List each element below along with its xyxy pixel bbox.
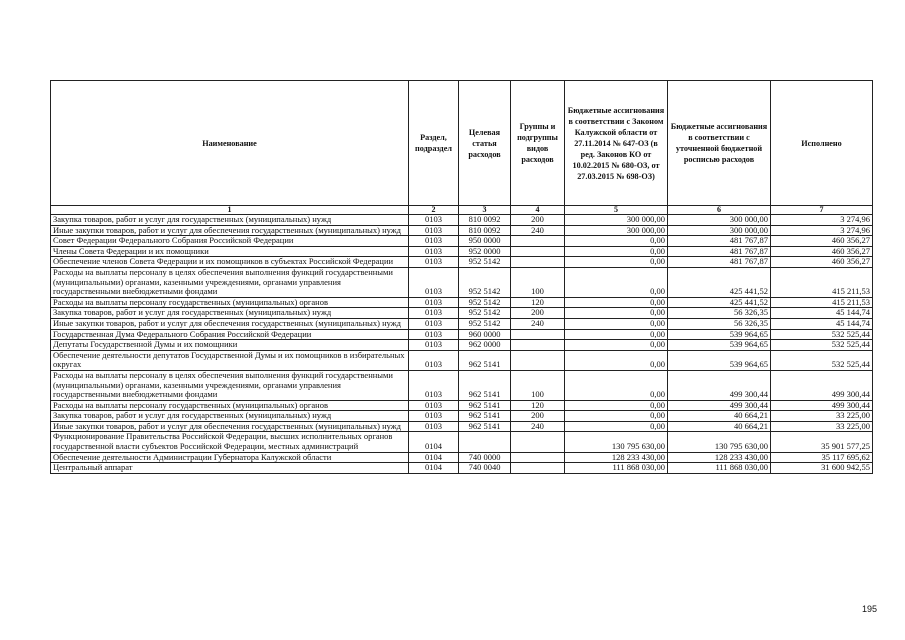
header-refined: Бюджетные ассигнования в соответствии с уточненной бюджетной росписью расходов bbox=[668, 81, 771, 206]
row-name: Расходы на выплаты персоналу государственных (муниципальных) органов bbox=[51, 297, 409, 308]
row-target: 962 5141 bbox=[459, 370, 511, 400]
row-law-amount: 0,00 bbox=[565, 370, 668, 400]
row-law-amount: 300 000,00 bbox=[565, 225, 668, 236]
header-row bbox=[51, 81, 873, 206]
table-row bbox=[51, 411, 873, 422]
row-section: 0103 bbox=[409, 236, 459, 247]
row-group: 240 bbox=[511, 421, 565, 432]
row-executed-amount: 45 144,74 bbox=[771, 308, 873, 319]
row-refined-amount: 40 664,21 bbox=[668, 421, 771, 432]
row-refined-amount: 56 326,35 bbox=[668, 318, 771, 329]
row-name: Расходы на выплаты персоналу государственных (муниципальных) органов bbox=[51, 400, 409, 411]
row-executed-amount: 499 300,44 bbox=[771, 400, 873, 411]
row-section: 0103 bbox=[409, 411, 459, 422]
row-section: 0103 bbox=[409, 246, 459, 257]
row-section: 0103 bbox=[409, 370, 459, 400]
row-section: 0103 bbox=[409, 329, 459, 340]
row-group: 120 bbox=[511, 297, 565, 308]
row-law-amount: 0,00 bbox=[565, 236, 668, 247]
table-row bbox=[51, 246, 873, 257]
column-number: 7 bbox=[771, 206, 873, 215]
header-group: Группы и подгруппы видов расходов bbox=[511, 81, 565, 206]
row-executed-amount: 532 525,44 bbox=[771, 350, 873, 370]
row-group bbox=[511, 432, 565, 452]
row-name: Закупка товаров, работ и услуг для государственных (муниципальных) нужд bbox=[51, 411, 409, 422]
row-executed-amount: 35 901 577,25 bbox=[771, 432, 873, 452]
row-target: 962 5141 bbox=[459, 350, 511, 370]
table-row bbox=[51, 236, 873, 247]
row-target: 952 5142 bbox=[459, 267, 511, 297]
row-target: 952 0000 bbox=[459, 246, 511, 257]
row-section: 0103 bbox=[409, 421, 459, 432]
row-group bbox=[511, 246, 565, 257]
table-row bbox=[51, 318, 873, 329]
row-section: 0103 bbox=[409, 400, 459, 411]
row-name: Расходы на выплаты персоналу в целях обеспечения выполнения функций государственными (муниципальными) органами, казенными учреждениями, органами управления государственными внебюджетными фондами bbox=[51, 370, 409, 400]
row-section: 0103 bbox=[409, 215, 459, 226]
row-group: 200 bbox=[511, 411, 565, 422]
row-law-amount: 128 233 430,00 bbox=[565, 452, 668, 463]
row-refined-amount: 40 664,21 bbox=[668, 411, 771, 422]
row-executed-amount: 532 525,44 bbox=[771, 329, 873, 340]
row-law-amount: 0,00 bbox=[565, 257, 668, 268]
row-section: 0104 bbox=[409, 432, 459, 452]
row-law-amount: 0,00 bbox=[565, 318, 668, 329]
header-section: Раздел, подраздел bbox=[409, 81, 459, 206]
row-law-amount: 0,00 bbox=[565, 329, 668, 340]
row-refined-amount: 499 300,44 bbox=[668, 400, 771, 411]
row-name: Закупка товаров, работ и услуг для государственных (муниципальных) нужд bbox=[51, 215, 409, 226]
row-law-amount: 111 868 030,00 bbox=[565, 463, 668, 474]
row-group bbox=[511, 257, 565, 268]
row-target: 962 5141 bbox=[459, 421, 511, 432]
column-number: 5 bbox=[565, 206, 668, 215]
row-refined-amount: 425 441,52 bbox=[668, 267, 771, 297]
row-name: Закупка товаров, работ и услуг для государственных (муниципальных) нужд bbox=[51, 308, 409, 319]
row-executed-amount: 35 117 695,62 bbox=[771, 452, 873, 463]
row-executed-amount: 33 225,00 bbox=[771, 421, 873, 432]
row-name: Иные закупки товаров, работ и услуг для обеспечения государственных (муниципальных) нужд bbox=[51, 225, 409, 236]
table-row bbox=[51, 308, 873, 319]
row-target: 952 5142 bbox=[459, 318, 511, 329]
row-section: 0103 bbox=[409, 350, 459, 370]
budget-table bbox=[50, 80, 873, 474]
row-group: 200 bbox=[511, 308, 565, 319]
row-group: 120 bbox=[511, 400, 565, 411]
row-group bbox=[511, 452, 565, 463]
row-section: 0103 bbox=[409, 297, 459, 308]
row-name: Функционирование Правительства Российской Федерации, высших исполнительных органов государственной власти субъектов Российской Федерации, местных администраций bbox=[51, 432, 409, 452]
row-section: 0103 bbox=[409, 257, 459, 268]
row-target bbox=[459, 432, 511, 452]
row-name: Обеспечение деятельности депутатов Государственной Думы и их помощников в избирательных округах bbox=[51, 350, 409, 370]
table-row bbox=[51, 215, 873, 226]
row-target: 950 0000 bbox=[459, 236, 511, 247]
row-section: 0103 bbox=[409, 340, 459, 351]
header-law: Бюджетные ассигнования в соответствии с Законом Калужской области от 27.11.2014 № 647-ОЗ (в ред. Законов КО от 10.02.2015 № 680-ОЗ, от 27.03.2015 № 698-ОЗ) bbox=[565, 81, 668, 206]
row-law-amount: 0,00 bbox=[565, 308, 668, 319]
table-row bbox=[51, 257, 873, 268]
row-name: Иные закупки товаров, работ и услуг для обеспечения государственных (муниципальных) нужд bbox=[51, 421, 409, 432]
table-row bbox=[51, 340, 873, 351]
row-refined-amount: 539 964,65 bbox=[668, 329, 771, 340]
page-number: 195 bbox=[862, 604, 878, 614]
row-law-amount: 0,00 bbox=[565, 246, 668, 257]
row-group: 240 bbox=[511, 318, 565, 329]
table-row bbox=[51, 225, 873, 236]
table-row bbox=[51, 452, 873, 463]
table-row bbox=[51, 267, 873, 297]
row-name: Совет Федерации Федерального Собрания Российской Федерации bbox=[51, 236, 409, 247]
row-target: 962 5141 bbox=[459, 400, 511, 411]
row-law-amount: 0,00 bbox=[565, 267, 668, 297]
row-law-amount: 0,00 bbox=[565, 421, 668, 432]
row-executed-amount: 460 356,27 bbox=[771, 246, 873, 257]
row-refined-amount: 539 964,65 bbox=[668, 340, 771, 351]
row-executed-amount: 499 300,44 bbox=[771, 370, 873, 400]
row-executed-amount: 415 211,53 bbox=[771, 297, 873, 308]
row-group bbox=[511, 350, 565, 370]
row-section: 0103 bbox=[409, 318, 459, 329]
table-row bbox=[51, 350, 873, 370]
row-executed-amount: 33 225,00 bbox=[771, 411, 873, 422]
row-refined-amount: 130 795 630,00 bbox=[668, 432, 771, 452]
row-group: 240 bbox=[511, 225, 565, 236]
column-number: 1 bbox=[51, 206, 409, 215]
column-number: 4 bbox=[511, 206, 565, 215]
row-executed-amount: 3 274,96 bbox=[771, 215, 873, 226]
table-row bbox=[51, 463, 873, 474]
row-refined-amount: 56 326,35 bbox=[668, 308, 771, 319]
table-body bbox=[51, 215, 873, 474]
row-refined-amount: 481 767,87 bbox=[668, 246, 771, 257]
row-group bbox=[511, 340, 565, 351]
table-row bbox=[51, 400, 873, 411]
row-target: 952 5142 bbox=[459, 297, 511, 308]
row-executed-amount: 460 356,27 bbox=[771, 257, 873, 268]
row-name: Государственная Дума Федерального Собрания Российской Федерации bbox=[51, 329, 409, 340]
row-target: 952 5142 bbox=[459, 257, 511, 268]
row-name: Депутаты Государственной Думы и их помощники bbox=[51, 340, 409, 351]
row-name: Обеспечение деятельности Администрации Губернатора Калужской области bbox=[51, 452, 409, 463]
row-executed-amount: 31 600 942,55 bbox=[771, 463, 873, 474]
row-executed-amount: 3 274,96 bbox=[771, 225, 873, 236]
row-group: 100 bbox=[511, 267, 565, 297]
row-law-amount: 0,00 bbox=[565, 411, 668, 422]
row-group: 100 bbox=[511, 370, 565, 400]
row-section: 0103 bbox=[409, 267, 459, 297]
header-target: Целевая статья расходов bbox=[459, 81, 511, 206]
row-target: 810 0092 bbox=[459, 225, 511, 236]
table-row bbox=[51, 432, 873, 452]
column-number: 3 bbox=[459, 206, 511, 215]
row-target: 962 0000 bbox=[459, 340, 511, 351]
row-executed-amount: 415 211,53 bbox=[771, 267, 873, 297]
row-section: 0103 bbox=[409, 308, 459, 319]
row-refined-amount: 425 441,52 bbox=[668, 297, 771, 308]
row-section: 0103 bbox=[409, 225, 459, 236]
row-target: 952 5142 bbox=[459, 308, 511, 319]
row-refined-amount: 481 767,87 bbox=[668, 236, 771, 247]
row-group bbox=[511, 329, 565, 340]
row-law-amount: 0,00 bbox=[565, 297, 668, 308]
row-section: 0104 bbox=[409, 463, 459, 474]
row-name: Иные закупки товаров, работ и услуг для обеспечения государственных (муниципальных) нужд bbox=[51, 318, 409, 329]
row-refined-amount: 481 767,87 bbox=[668, 257, 771, 268]
row-group bbox=[511, 236, 565, 247]
row-target: 740 0040 bbox=[459, 463, 511, 474]
row-name: Центральный аппарат bbox=[51, 463, 409, 474]
row-section: 0104 bbox=[409, 452, 459, 463]
row-law-amount: 300 000,00 bbox=[565, 215, 668, 226]
row-executed-amount: 460 356,27 bbox=[771, 236, 873, 247]
row-refined-amount: 499 300,44 bbox=[668, 370, 771, 400]
column-number: 6 bbox=[668, 206, 771, 215]
row-refined-amount: 300 000,00 bbox=[668, 215, 771, 226]
row-refined-amount: 111 868 030,00 bbox=[668, 463, 771, 474]
row-law-amount: 0,00 bbox=[565, 340, 668, 351]
table-row bbox=[51, 421, 873, 432]
header-done: Исполнено bbox=[771, 81, 873, 206]
table-row bbox=[51, 297, 873, 308]
row-name: Расходы на выплаты персоналу в целях обеспечения выполнения функций государственными (муниципальными) органами, казенными учреждениями, органами управления государственными внебюджетными фондами bbox=[51, 267, 409, 297]
column-number: 2 bbox=[409, 206, 459, 215]
row-name: Обеспечение членов Совета Федерации и их помощников в субъектах Российской Федерации bbox=[51, 257, 409, 268]
row-executed-amount: 45 144,74 bbox=[771, 318, 873, 329]
table-row bbox=[51, 329, 873, 340]
row-law-amount: 130 795 630,00 bbox=[565, 432, 668, 452]
row-refined-amount: 539 964,65 bbox=[668, 350, 771, 370]
row-law-amount: 0,00 bbox=[565, 400, 668, 411]
row-group: 200 bbox=[511, 215, 565, 226]
row-target: 962 5141 bbox=[459, 411, 511, 422]
row-law-amount: 0,00 bbox=[565, 350, 668, 370]
row-refined-amount: 128 233 430,00 bbox=[668, 452, 771, 463]
row-target: 960 0000 bbox=[459, 329, 511, 340]
row-target: 810 0092 bbox=[459, 215, 511, 226]
row-refined-amount: 300 000,00 bbox=[668, 225, 771, 236]
row-group bbox=[511, 463, 565, 474]
table-row bbox=[51, 370, 873, 400]
row-executed-amount: 532 525,44 bbox=[771, 340, 873, 351]
row-name: Члены Совета Федерации и их помощники bbox=[51, 246, 409, 257]
row-target: 740 0000 bbox=[459, 452, 511, 463]
header-name: Наименование bbox=[51, 81, 409, 206]
